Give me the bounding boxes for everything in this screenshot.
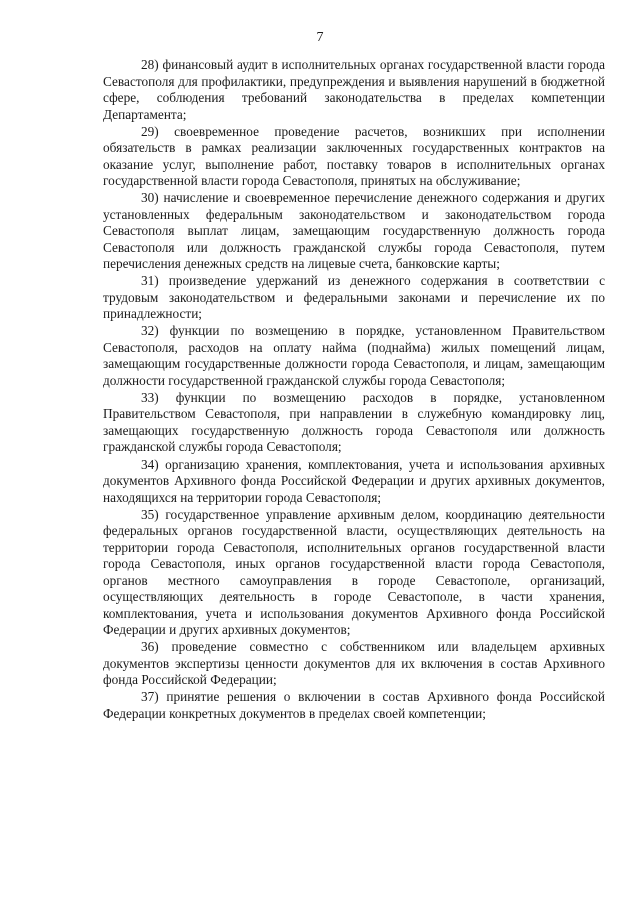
paragraph-34: 34) организацию хранения, комплектования, учета и использования архивных документов Архивного фонда Российской Федерации и других архивных документов, находящихся на территории города Севастополя; — [103, 456, 605, 505]
paragraph-35: 35) государственное управление архивным делом, координацию деятельности федеральных органов государственной власти, осуществляющих деятельность на территории города Севастополя, исполнительных органов государственной власти города Севастополя, иных органов государственной власти города Севастополя, органов местного самоуправления в городе Севастополе, организаций, осуществляющих деятельность в городе Севастополе, в части хранения, комплектования, учета и использования документов Архивного фонда Российской Федерации и других архивных документов; — [103, 506, 605, 638]
paragraph-37: 37) принятие решения о включении в состав Архивного фонда Российской Федерации конкретных документов в пределах своей компетенции; — [103, 689, 605, 721]
paragraph-28: 28) финансовый аудит в исполнительных органах государственной власти города Севастополя для профилактики, предупреждения и выявления нарушений в бюджетной сфере, соблюдения требований законодательства в пределах компетенции Департамента; — [103, 57, 605, 122]
document-body — [103, 57, 605, 723]
paragraph-32: 32) функции по возмещению в порядке, установленном Правительством Севастополя, расходов на оплату найма (поднайма) жилых помещений лицам, замещающим государственные должности города Севастополя, и лицам, замещающим должности государственной гражданской службы города Севастополя; — [103, 323, 605, 388]
paragraph-30: 30) начисление и своевременное перечисление денежного содержания и других установленных федеральным законодательством и законодательством города Севастополя выплат лицам, замещающим государственную должность города Севастополя или должность гражданской службы города Севастополя, путем перечисления денежных средств на лицевые счета, банковские карты; — [103, 190, 605, 272]
paragraph-31: 31) произведение удержаний из денежного содержания в соответствии с трудовым законодательством и федеральными законами и перечисление их по принадлежности; — [103, 273, 605, 322]
page-number: 7 — [316, 30, 324, 45]
paragraph-29: 29) своевременное проведение расчетов, возникших при исполнении обязательств в рамках реализации заключенных государственных контрактов на оказание услуг, выполнение работ, поставку товаров в исполнительных органах государственной власти города Севастополя, принятых на обслуживание; — [103, 123, 605, 189]
paragraph-36: 36) проведение совместно с собственником или владельцем архивных документов экспертизы ценности документов для их включения в состав Архивного фонда Российской Федерации; — [103, 639, 605, 688]
paragraph-33: 33) функции по возмещению расходов в порядке, установленном Правительством Севастополя, при направлении в служебную командировку лиц, замещающих государственную должность города Севастополя или должность гражданской службы города Севастополя; — [103, 389, 605, 455]
